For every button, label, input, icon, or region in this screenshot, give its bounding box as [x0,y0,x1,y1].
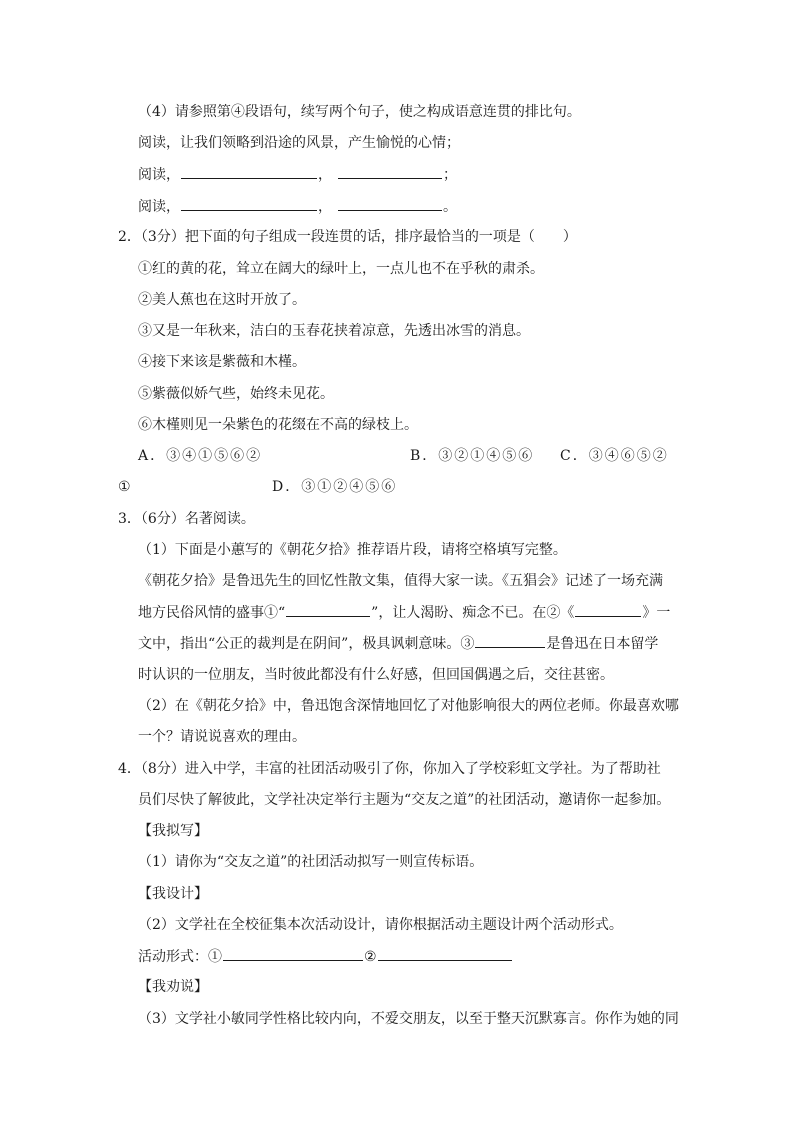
q1-4-example: 阅读，让我们领略到沿途的风景，产生愉悦的心情； [138,135,460,151]
q3-stem: 3．（6分）名著阅读。 [118,511,255,527]
line3-b: 是鲁迅在日本留学 [546,636,659,652]
line3-a: 文中，指出“公正的裁判是在阴间”，极具讽刺意味。③ [138,636,475,652]
q4-stem-line-1: 4．（8分）进入中学，丰富的社团活动吸引了你，你加入了学校彩虹文学社。为了帮助社 [118,761,661,777]
q2-sentence-1: ①红的黄的花，耸立在阔大的绿叶上，一点儿也不在乎秋的肃杀。 [138,261,544,277]
q2-sentence-6: ⑥木槿则见一朵紫色的花缀在不高的绿枝上。 [138,417,418,433]
line-b-start: 阅读， [138,199,180,215]
q2-option-c-continued: ① [118,479,133,495]
q2-sentence-5: ⑤紫薇似娇气些，始终未见花。 [138,386,334,402]
q4-activity-forms [138,946,513,967]
activity-blank-1[interactable] [223,946,363,961]
q1-4-line-a [138,164,457,185]
q4-sub3: （3）文学社小敏同学性格比较内向，不爱交朋友，以至于整天沉默寡言。你作为她的同 [138,1011,679,1027]
line2-a: 地方民俗风情的盛事①“ [138,605,286,621]
q1-4-line-b [138,196,457,217]
q3-sub1: （1）下面是小蕙写的《朝花夕拾》推荐语片段，请将空格填写完整。 [138,542,567,558]
q2-option-c[interactable]: C．③④⑥⑤② [560,448,669,464]
line-a-mid: ， [318,167,332,183]
answer-blank-a1[interactable] [181,164,317,179]
q3-para-line-2 [138,602,670,623]
answer-blank-b1[interactable] [181,196,317,211]
q3-para-line-3 [138,633,658,654]
q4-sub1: （1）请你为“交友之道”的社团活动拟写一则宣传标语。 [138,854,484,870]
q3-sub2-line-2: 一个？请说说喜欢的理由。 [138,729,306,745]
q3-para-line-4: 时认识的一位朋友，当时彼此都没有什么好感，但回国偶遇之后，交往甚密。 [138,667,614,683]
q4-heading-1: 【我拟写】 [138,823,208,839]
q2-sentence-4: ④接下来该是紫薇和木槿。 [138,354,306,370]
form-label: 活动形式：① [138,949,222,965]
answer-blank-1[interactable] [286,602,370,617]
answer-blank-3[interactable] [475,633,545,648]
line-a-start: 阅读， [138,167,180,183]
q2-sentence-2: ②美人蕉也在这时开放了。 [138,292,306,308]
q2-stem: 2．（3分）把下面的句子组成一段连贯的话，排序最恰当的一项是（ ） [118,229,577,245]
line-a-end: ； [443,167,457,183]
q2-option-d[interactable]: D．③①②④⑤⑥ [272,479,398,495]
q3-sub2-line-1: （2）在《朝花夕拾》中，鲁迅饱含深情地回忆了对他影响很大的两位老师。你最喜欢哪 [138,698,679,714]
line-b-mid: ， [318,199,332,215]
activity-blank-2[interactable] [378,946,512,961]
line-b-end: 。 [443,199,457,215]
line2-c: 》一 [642,605,671,621]
q4-heading-2: 【我设计】 [138,886,208,902]
line2-b: ”，让人渴盼、痴念不已。在②《 [371,605,575,621]
q4-stem-line-2: 员们尽快了解彼此，文学社决定举行主题为“交友之道”的社团活动，邀请你一起参加。 [138,792,671,808]
q3-para-line-1: 《朝花夕拾》是鲁迅先生的回忆性散文集，值得大家一读。《五猖会》记述了一场充满 [138,573,663,589]
form-mark-2: ② [364,949,377,965]
answer-blank-2[interactable] [575,602,641,617]
q4-sub2: （2）文学社在全校征集本次活动设计，请你根据活动主题设计两个活动形式。 [138,917,623,933]
answer-blank-b2[interactable] [338,196,442,211]
q2-sentence-3: ③又是一年秋来，洁白的玉春花挟着凉意，先透出冰雪的消息。 [138,323,530,339]
q4-heading-3: 【我劝说】 [138,979,208,995]
q2-option-a[interactable]: A．③④①⑤⑥② [138,448,263,464]
q1-4-prompt: （4）请参照第④段语句，续写两个句子，使之构成语意连贯的排比句。 [138,104,581,120]
answer-blank-a2[interactable] [338,164,442,179]
q2-option-b[interactable]: B．③②①④⑤⑥ [410,448,535,464]
